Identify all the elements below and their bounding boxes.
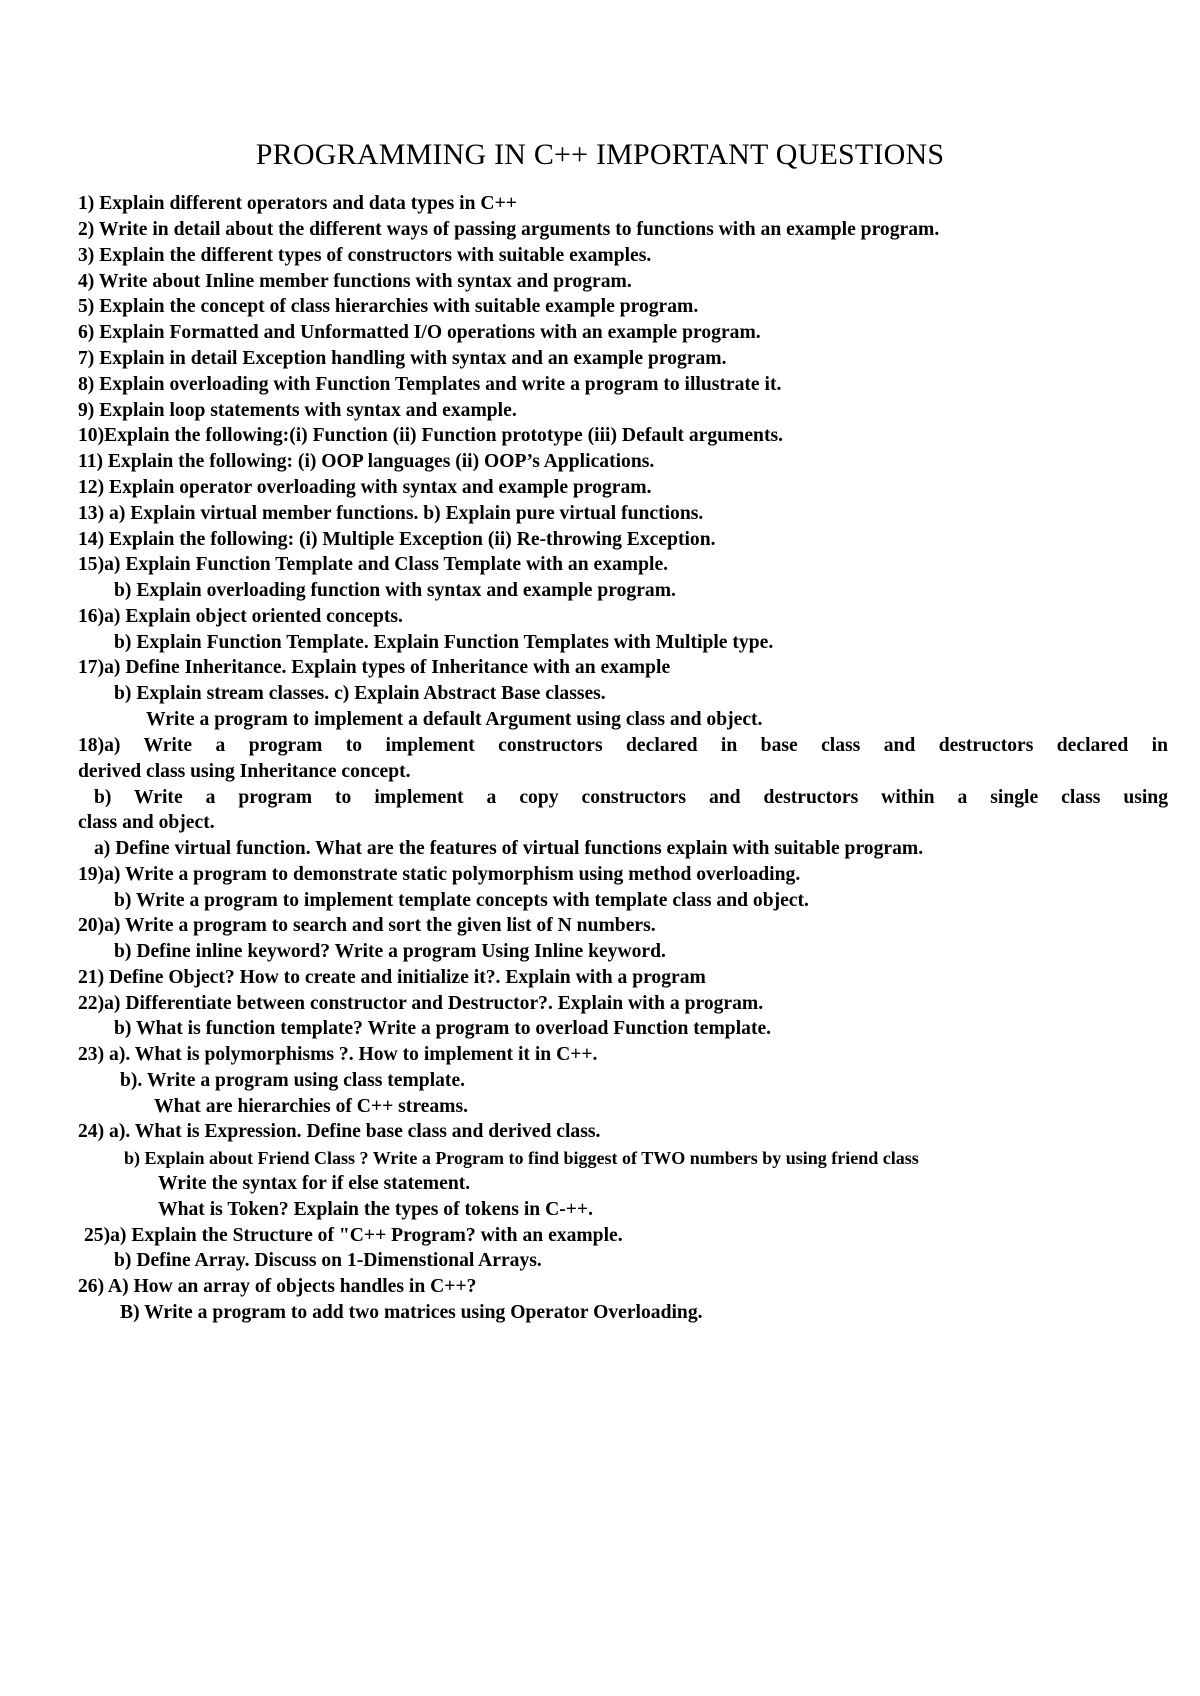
question-line: 9) Explain loop statements with syntax and example.	[78, 400, 517, 421]
question-line: 24) a). What is Expression. Define base class and derived class.	[78, 1121, 601, 1142]
question-line-continued: class and object.	[78, 812, 215, 833]
question-line: 22)a) Differentiate between constructor and Destructor?. Explain with a program.	[78, 993, 764, 1014]
question-subpart: a) Define virtual function. What are the features of virtual functions explain with suitable program.	[94, 838, 924, 859]
question-subpart: Write a program to implement a default Argument using class and object.	[146, 709, 763, 730]
page-title: PROGRAMMING IN C++ IMPORTANT QUESTIONS	[255, 138, 945, 171]
question-line: 3) Explain the different types of constructors with suitable examples.	[78, 245, 652, 266]
question-line: 7) Explain in detail Exception handling with syntax and an example program.	[78, 348, 727, 369]
question-line: 5) Explain the concept of class hierarchies with suitable example program.	[78, 296, 699, 317]
question-line: 19)a) Write a program to demonstrate static polymorphism using method overloading.	[78, 864, 801, 885]
question-line: 4) Write about Inline member functions with syntax and program.	[78, 271, 632, 292]
question-subpart: b). Write a program using class template.	[120, 1070, 466, 1091]
question-line: 23) a). What is polymorphisms ?. How to implement it in C++.	[78, 1044, 598, 1065]
question-line: 26) A) How an array of objects handles in C++?	[78, 1276, 477, 1297]
question-subpart: What is Token? Explain the types of tokens in C-++.	[158, 1199, 593, 1220]
question-subpart: b) Explain Function Template. Explain Function Templates with Multiple type.	[114, 632, 774, 653]
question-line: 18)a) Write a program to implement constructors declared in base class and destructors declared in	[78, 735, 1168, 756]
question-subpart: Write the syntax for if else statement.	[158, 1173, 471, 1194]
question-line: 20)a) Write a program to search and sort the given list of N numbers.	[78, 915, 656, 936]
question-subpart: b) Explain overloading function with syntax and example program.	[114, 580, 676, 601]
question-subpart: b) Explain about Friend Class ? Write a Program to find biggest of TWO numbers by using friend class	[124, 1148, 919, 1168]
question-line: 15)a) Explain Function Template and Class Template with an example.	[78, 554, 669, 575]
question-line: 17)a) Define Inheritance. Explain types of Inheritance with an example	[78, 657, 671, 678]
question-subpart: b) Write a program to implement a copy constructors and destructors within a single class using	[94, 787, 1168, 808]
question-line: 8) Explain overloading with Function Templates and write a program to illustrate it.	[78, 374, 782, 395]
question-line: 14) Explain the following: (i) Multiple Exception (ii) Re-throwing Exception.	[78, 529, 716, 550]
question-subpart: What are hierarchies of C++ streams.	[154, 1096, 469, 1117]
question-line: 13) a) Explain virtual member functions. b) Explain pure virtual functions.	[78, 503, 704, 524]
question-line: 11) Explain the following: (i) OOP languages (ii) OOP’s Applications.	[78, 451, 655, 472]
question-subpart: b) Write a program to implement template concepts with template class and object.	[114, 890, 809, 911]
question-subpart: b) Define Array. Discuss on 1-Dimenstional Arrays.	[114, 1250, 542, 1271]
question-subpart: b) Define inline keyword? Write a program Using Inline keyword.	[114, 941, 666, 962]
question-subpart: b) Explain stream classes. c) Explain Abstract Base classes.	[114, 683, 606, 704]
question-line: 1) Explain different operators and data types in C++	[78, 193, 517, 214]
question-line: 6) Explain Formatted and Unformatted I/O operations with an example program.	[78, 322, 761, 343]
question-line: 21) Define Object? How to create and initialize it?. Explain with a program	[78, 967, 706, 988]
question-line: 2) Write in detail about the different ways of passing arguments to functions with an example program.	[78, 219, 940, 240]
question-subpart: B) Write a program to add two matrices using Operator Overloading.	[120, 1302, 703, 1323]
question-line-continued: derived class using Inheritance concept.	[78, 761, 411, 782]
question-line: 12) Explain operator overloading with syntax and example program.	[78, 477, 652, 498]
question-line: 25)a) Explain the Structure of "C++ Program? with an example.	[84, 1225, 623, 1246]
question-subpart: b) What is function template? Write a program to overload Function template.	[114, 1018, 772, 1039]
question-line: 10)Explain the following:(i) Function (ii) Function prototype (iii) Default arguments.	[78, 425, 784, 446]
question-line: 16)a) Explain object oriented concepts.	[78, 606, 403, 627]
